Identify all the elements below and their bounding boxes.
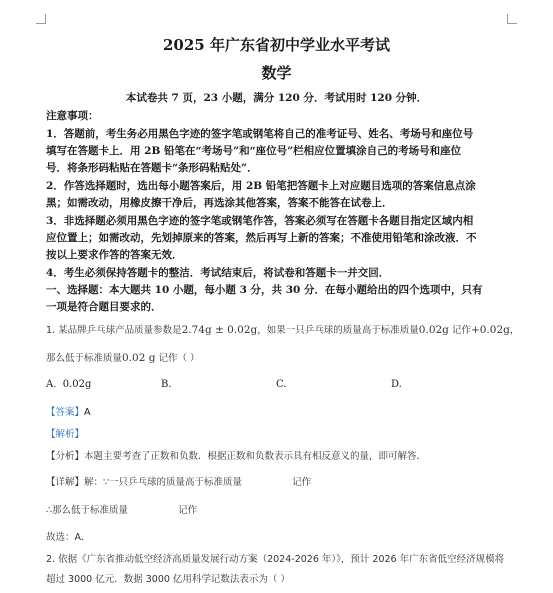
page-corner-mark <box>36 14 46 24</box>
conclusion-line: 故选：A． <box>46 532 91 543</box>
notes-line: 填写在答题卡上．用 2B 铅笔在“考场号”和“座位号”栏相应位置填涂自己的考场号和座位 <box>46 145 462 157</box>
q1-text: 1. 某品牌乒乓球产品质量参数是 <box>46 325 182 336</box>
option-c: C. <box>276 379 287 390</box>
analysis-tag: 【解析】 <box>46 429 85 440</box>
notes-line: 1．答题前，考生务必用黑色字迹的签字笔或钢笔将自己的准考证号、姓名、考场号和座位号 <box>46 128 474 140</box>
notes-line: 4．考生必须保持答题卡的整洁．考试结束后，将试卷和答题卡一并交回． <box>46 267 390 279</box>
exam-info: 本试卷共 7 页，23 小题，满分 120 分．考试用时 120 分钟． <box>125 92 428 104</box>
notes-line: 号．将条形码粘贴在答题卡“条形码粘贴处”． <box>46 162 258 174</box>
notes-line: 黑；如需改动，用橡皮擦干净后，再选涂其他答案，答案不能答在试卷上． <box>46 197 393 209</box>
question-2-line-2: 超过 3000 亿元．数据 3000 亿用科学记数法表示为（ ） <box>46 574 290 585</box>
q1-math: 0.02 g <box>122 352 156 364</box>
q1-text: 记作 <box>451 325 471 336</box>
option-value: 0.02g <box>62 379 92 390</box>
notes-line: 2．作答选择题时，选出每小题答案后，用 2B 铅笔把答题卡上对应题目选项的答案信息点涂 <box>46 180 476 192</box>
notes-line: 应位置上；如需改动，先划掉原来的答案，然后再写上新的答案；不准使用铅笔和涂改液．不 <box>46 232 477 244</box>
page-corner-mark <box>507 14 517 24</box>
option-d: D. <box>391 379 402 390</box>
q1-text: 记作（ ） <box>158 353 200 364</box>
q1-text: ，如果一只乒乓球的质量高于标准质量 <box>257 325 419 336</box>
detail-line <box>46 474 311 488</box>
q1-math: +0.02g <box>470 324 510 336</box>
question-2-line-1: 2. 依据《广东省推动低空经济高质量发展行动方案（2024-2026 年）》，预计 2026 年广东省低空经济规模将 <box>46 554 505 565</box>
q1-text: ， <box>509 325 520 336</box>
answer-line <box>46 404 91 418</box>
therefore-line <box>46 502 197 516</box>
q1-math: 0.02g <box>418 324 449 336</box>
option-a <box>46 379 91 390</box>
section-heading: 一、选择题：本大题共 10 小题，每小题 3 分，共 30 分．在每小题给出的四个选项中，只有 <box>46 284 483 296</box>
therefore-text: ∴那么低于标准质量 <box>46 505 129 516</box>
notes-heading: 注意事项： <box>46 110 99 122</box>
answer-tag: 【答案】 <box>46 407 85 418</box>
answer-value: A <box>84 407 91 418</box>
option-b: B. <box>161 379 172 390</box>
q1-math: 2.74g ± 0.02g <box>181 324 258 336</box>
therefore-text: 记作 <box>178 505 198 516</box>
detail-text: 【详解】解：∵一只乒乓球的质量高于标准质量 <box>46 477 243 488</box>
option-label: A. <box>46 379 57 390</box>
analysis-line: 【分析】本题主要考查了正数和负数．根据正数和负数表示具有相反意义的量，即可解答． <box>46 451 427 462</box>
q1-text: 那么低于标准质量 <box>46 353 123 364</box>
section-heading: 一项是符合题目要求的． <box>46 301 162 313</box>
notes-line: 按以上要求作答的答案无效． <box>46 249 183 261</box>
question-1-line-1 <box>46 322 519 336</box>
detail-text: 记作 <box>292 477 312 488</box>
notes-line: 3．非选择题必须用黑色字迹的签字笔或钢笔作答，答案必须写在答题卡各题目指定区域内相 <box>46 215 474 227</box>
question-1-line-2 <box>46 350 200 364</box>
subject-title: 数学 <box>261 64 292 82</box>
exam-title: 2025 年广东省初中学业水平考试 <box>163 36 390 54</box>
